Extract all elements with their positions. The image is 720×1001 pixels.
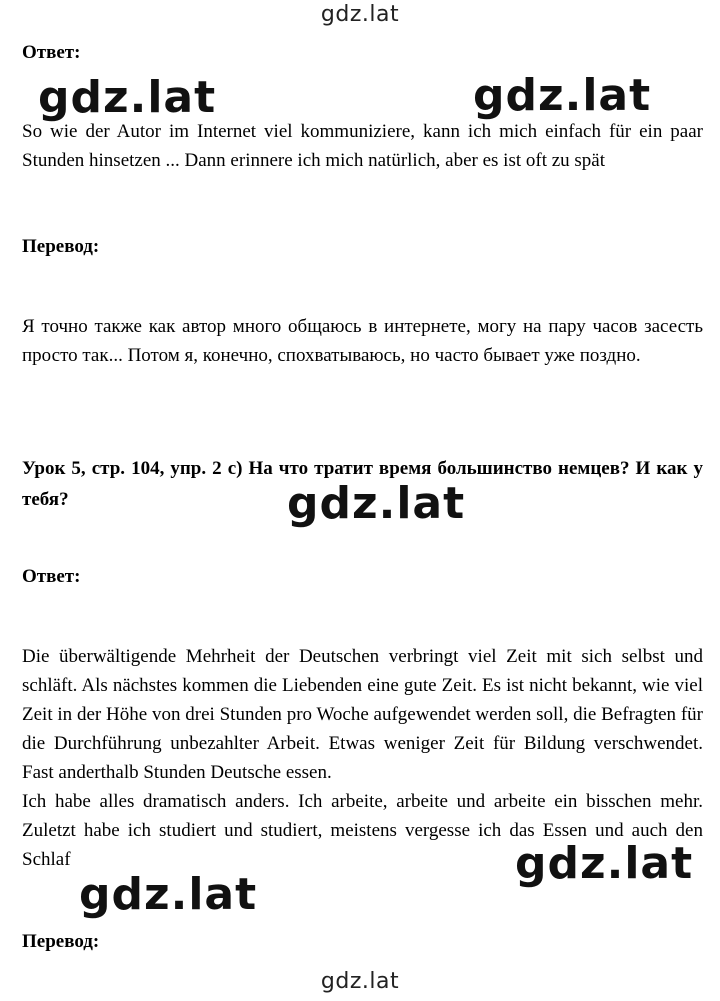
translation-text-1: Я точно также как автор много общаюсь в интернете, могу на пару часов засесть просто так... Потом я, конечно, спохватываюсь, но часто бывает уже поздно.	[22, 316, 703, 366]
answer-paragraph-2: Ich habe alles dramatisch anders. Ich arbeite, arbeite und arbeite ein bisschen mehr. Zuletzt habe ich studiert und studiert, meistens vergesse ich das Essen und auch den Schlaf	[22, 791, 703, 870]
watermark: gdz.lat	[473, 70, 652, 121]
watermark: gdz.lat	[79, 869, 258, 920]
site-footer: gdz.lat	[320, 969, 400, 994]
watermark: gdz.lat	[287, 478, 466, 529]
watermark: gdz.lat	[515, 838, 694, 889]
translation-label-1: Перевод:	[22, 236, 100, 257]
answer-label-1: Ответ:	[22, 42, 81, 63]
translation-label-2: Перевод:	[22, 931, 100, 952]
answer-paragraph-1: Die überwältigende Mehrheit der Deutschen verbringt viel Zeit mit sich selbst und schläft. Als nächstes kommen die Liebenden eine gute Zeit. Es ist nicht bekannt, wie viel Zeit in der Höhe von drei Stunden pro Woche aufgewendet werden soll, die Befragten für die Durchführung unbezahlter Arbeit. Etwas weniger Zeit für Bildung verschwendet. Fast anderthalb Stunden Deutsche essen.	[22, 646, 703, 783]
task-heading: Урок 5, стр. 104, упр. 2 c) На что тратит время большинство немцев? И как у тебя?	[22, 458, 703, 510]
answer-label-2: Ответ:	[22, 566, 81, 587]
answer-text-1: So wie der Autor im Internet viel kommuniziere, kann ich mich einfach für ein paar Stunden hinsetzen ... Dann erinnere ich mich natürlich, aber es ist oft zu spät	[22, 121, 703, 171]
watermark: gdz.lat	[38, 72, 217, 123]
site-header: gdz.lat	[320, 2, 400, 27]
